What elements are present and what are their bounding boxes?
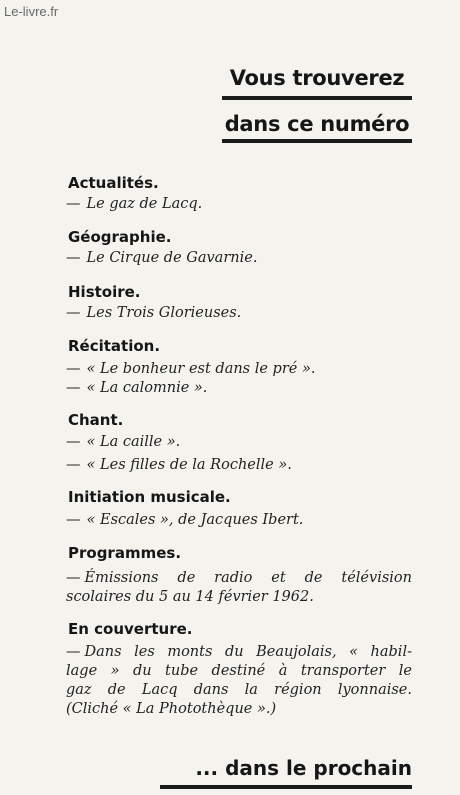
section-paragraph-couverture: — Dans les monts du Beaujolais, « habil- lage » du tube destiné à transporter le gaz de Lacq dans la région lyonnaise. (Cliché « La Photothèque ».) [66,644,412,717]
section-item: — « La calomnie ». [66,380,208,396]
section-title-actualites: Actualités. [68,174,159,192]
section-title-en-couverture: En couverture. [68,620,193,638]
section-item: — Le gaz de Lacq. [66,196,203,212]
section-paragraph-programmes: — Émissions de radio et de télévision scolaires du 5 au 14 février 1962. [66,570,412,605]
section-item: — « Escales », de Jacques Ibert. [66,512,304,528]
header-rule-bottom [222,139,412,143]
header-line-1: Vous trouverez [229,66,405,90]
footer-rule [160,785,412,789]
section-title-geographie: Géographie. [68,228,172,246]
section-title-programmes: Programmes. [68,544,182,562]
footer-title: ... dans le prochain [195,756,412,780]
watermark-text: Le-livre.fr [4,4,59,19]
section-title-recitation: Récitation. [68,337,161,355]
section-title-chant: Chant. [68,411,124,429]
header-line-2: dans ce numéro [224,112,410,136]
section-item: — Le Cirque de Gavarnie. [66,250,258,266]
section-item: — « La caille ». [66,434,181,450]
section-item: — Les Trois Glorieuses. [66,305,242,321]
section-item: — « Les filles de la Rochelle ». [66,457,292,473]
section-title-histoire: Histoire. [68,283,141,301]
header-rule-top [222,96,412,100]
section-item: — « Le bonheur est dans le pré ». [66,361,316,377]
section-title-initiation-musicale: Initiation musicale. [68,488,231,506]
